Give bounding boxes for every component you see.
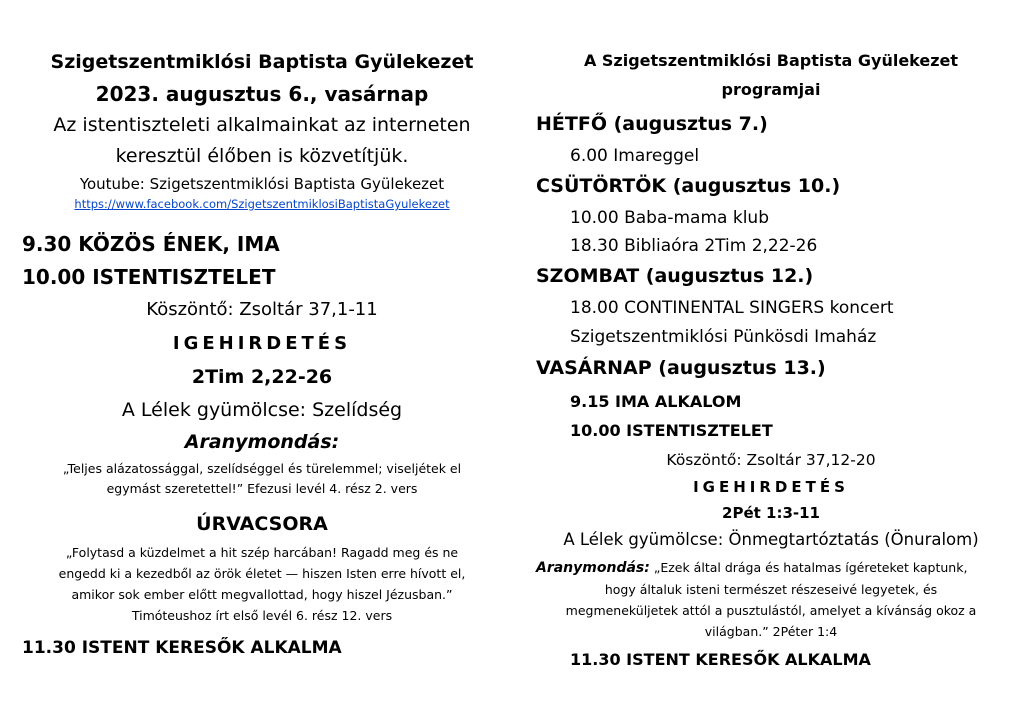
stream-text-line1: Az istentiszteleti alkalmainkat az interneten (53, 114, 471, 136)
program-item-930: 9.30 KÖZÖS ÉNEK, IMA (22, 232, 280, 256)
day-sunday: VASÁRNAP (augusztus 13.) (536, 357, 826, 379)
greeting: Köszöntő: Zsoltár 37,1-11 (146, 299, 378, 320)
saturday-item-1: 18.00 CONTINENTAL SINGERS koncert (570, 298, 894, 318)
thursday-item-1: 10.00 Baba-mama klub (570, 208, 769, 228)
golden-verse-line1: „Teljes alázatossággal, szelídséggel és türelemmel; viseljétek el (62, 461, 462, 476)
fruit-of-spirit: A Lélek gyümölcse: Szelídség (121, 399, 403, 421)
sunday-sermon-heading: IGEHIRDETÉS (693, 478, 849, 496)
sunday-golden-verse-text1: „Ezek által drága és hatalmas ígéreteket kaptunk, (653, 560, 968, 575)
programs-title-line2: programjai (721, 80, 821, 99)
sermon-reference: 2Tim 2,22-26 (191, 366, 333, 388)
stream-text-line2: keresztül élőben is közvetítjük. (115, 145, 409, 167)
church-name: Szigetszentmiklósi Baptista Gyülekezet (50, 51, 474, 73)
service-date: 2023. augusztus 6., vasárnap (95, 82, 429, 106)
facebook-link[interactable]: https://www.facebook.com/SzigetszentmiklosiBaptistaGyulekezet (74, 197, 450, 211)
day-saturday: SZOMBAT (augusztus 12.) (536, 265, 814, 287)
sunday-golden-verse-line3: megmeneküljetek attól a pusztulástól, amelyet a kívánság okoz a (565, 603, 977, 618)
sunday-fruit-of-spirit: A Lélek gyümölcse: Önmegtartóztatás (Önuralom) (563, 530, 979, 549)
communion-verse-line2: engedd ki a kezedből az örök életet — hiszen Isten erre hívott el, (58, 566, 466, 581)
day-monday: HÉTFŐ (augusztus 7.) (536, 113, 768, 135)
saturday-item-2: Szigetszentmiklósi Pünkösdi Imaház (570, 327, 877, 347)
youtube-line: Youtube: Szigetszentmiklósi Baptista Gyülekezet (79, 175, 445, 193)
sunday-golden-verse-heading: Aranymondás: (536, 560, 650, 576)
thursday-item-2: 18.30 Bibliaóra 2Tim 2,22-26 (570, 236, 818, 256)
communion-verse-line3: amikor sok ember előtt megvallottad, hogy hiszel Jézusban.” (71, 587, 453, 602)
communion-heading: ÚRVACSORA (196, 513, 328, 535)
sunday-greeting: Köszöntő: Zsoltár 37,12-20 (666, 451, 876, 469)
sermon-heading: IGEHIRDETÉS (172, 333, 352, 354)
communion-verse-line4: Timóteushoz írt első levél 6. rész 12. vers (131, 608, 393, 623)
communion-verse-line1: „Folytasd a küzdelmet a hit szép harcában! Ragadd meg és ne (65, 545, 459, 560)
sunday-golden-verse-line1 (536, 560, 967, 576)
program-item-1000: 10.00 ISTENTISZTELET (22, 265, 276, 289)
sunday-item-1: 9.15 IMA ALKALOM (570, 392, 742, 411)
golden-verse-heading: Aranymondás: (184, 431, 340, 453)
program-item-1130: 11.30 ISTENT KERESŐK ALKALMA (22, 638, 342, 658)
monday-item-1: 6.00 Imareggel (570, 146, 700, 166)
day-thursday: CSÜTÖRTÖK (augusztus 10.) (536, 175, 841, 197)
sunday-sermon-reference: 2Pét 1:3-11 (722, 504, 820, 522)
facebook-link-row (18, 197, 506, 211)
programs-title-line1: A Szigetszentmiklósi Baptista Gyülekezet (583, 51, 959, 70)
sunday-golden-verse-line2: hogy általuk isteni természet részeseivé legyetek, és (604, 582, 938, 597)
golden-verse-line2: egymást szeretettel!” Efezusi levél 4. rész 2. vers (106, 481, 418, 496)
sunday-item-1130: 11.30 ISTENT KERESŐK ALKALMA (570, 650, 871, 669)
sunday-golden-verse-line4: világban.” 2Péter 1:4 (704, 624, 838, 639)
sunday-item-2: 10.00 ISTENTISZTELET (570, 421, 773, 440)
